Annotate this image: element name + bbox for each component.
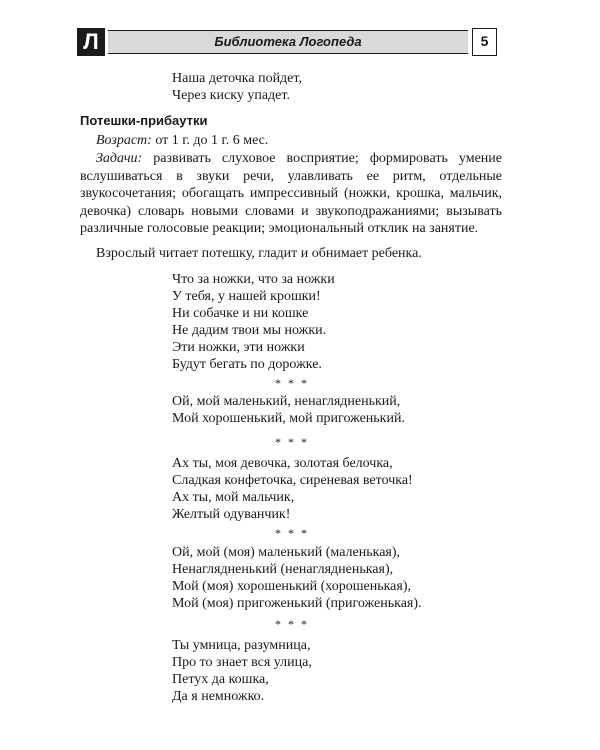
tasks-paragraph [80,150,502,238]
verse-line: Ой, мой маленький, ненаглядненький, [172,394,401,409]
verse-line: Через киску упадет. [172,88,290,103]
verse-line: Ни собачке и ни кошке [172,306,309,321]
separator-stars: * * * [275,526,309,540]
verse-line: Мой (моя) пригоженький (пригоженькая). [172,596,422,611]
verse-line: Мой хорошенький, мой пригоженький. [172,411,405,426]
instruction-paragraph: Взрослый читает потешку, гладит и обнимает ребенка. [96,246,422,261]
age-paragraph [80,132,502,150]
tasks-label: Задачи: [96,151,143,166]
tasks-text: развивать слуховое восприятие; формировать умение вслушиваться в звуки речи, улавливать ее ритм, отдельные звукосочетания; обогащать импрессивный (ножки, крошка, мальчик, девочка) словарь новыми словами и звукоподражаниями; вызывать различные голосовые реакции; эмоциональный отклик на занятие. [80,151,502,236]
verse-line: Желтый одуванчик! [172,507,291,522]
verse-line: Про то знает вся улица, [172,655,312,670]
verse-line: Ах ты, моя девочка, золотая белочка, [172,456,393,471]
poem-1 [172,271,335,373]
section-title: Потешки-прибаутки [80,113,208,128]
poem-3 [172,455,413,523]
poem-4 [172,544,422,612]
page-number: 5 [472,28,497,56]
separator-stars: * * * [275,435,309,449]
running-title: Библиотека Логопеда [108,30,468,54]
verse-line: Будут бегать по дорожке. [172,357,322,372]
page-header [77,28,497,56]
verse-line: Ой, мой (моя) маленький (маленькая), [172,545,401,560]
verse-line: Петух да кошка, [172,672,269,687]
verse-line: Эти ножки, эти ножки [172,340,305,355]
verse-line: Да я немножко. [172,689,265,704]
verse-line: Не дадим твои мы ножки. [172,323,327,338]
verse-line: Ах ты, мой мальчик, [172,490,295,505]
poem-5 [172,637,312,705]
verse-line: Ты умница, разумница, [172,638,311,653]
verse-line: У тебя, у нашей крошки! [172,289,321,304]
age-text: от 1 г. до 1 г. 6 мес. [151,133,269,148]
verse-line: Сладкая конфеточка, сиреневая веточка! [172,473,413,488]
verse-line: Ненаглядненький (ненаглядненькая), [172,562,394,577]
poem-2 [172,393,405,427]
age-label: Возраст: [96,133,152,148]
separator-stars: * * * [275,617,309,631]
verse-line: Что за ножки, что за ножки [172,272,335,287]
library-logo: Л [77,28,105,56]
opening-verse [172,70,302,104]
verse-line: Наша деточка пойдет, [172,71,302,86]
separator-stars: * * * [275,376,309,390]
verse-line: Мой (моя) хорошенький (хорошенькая), [172,579,411,594]
